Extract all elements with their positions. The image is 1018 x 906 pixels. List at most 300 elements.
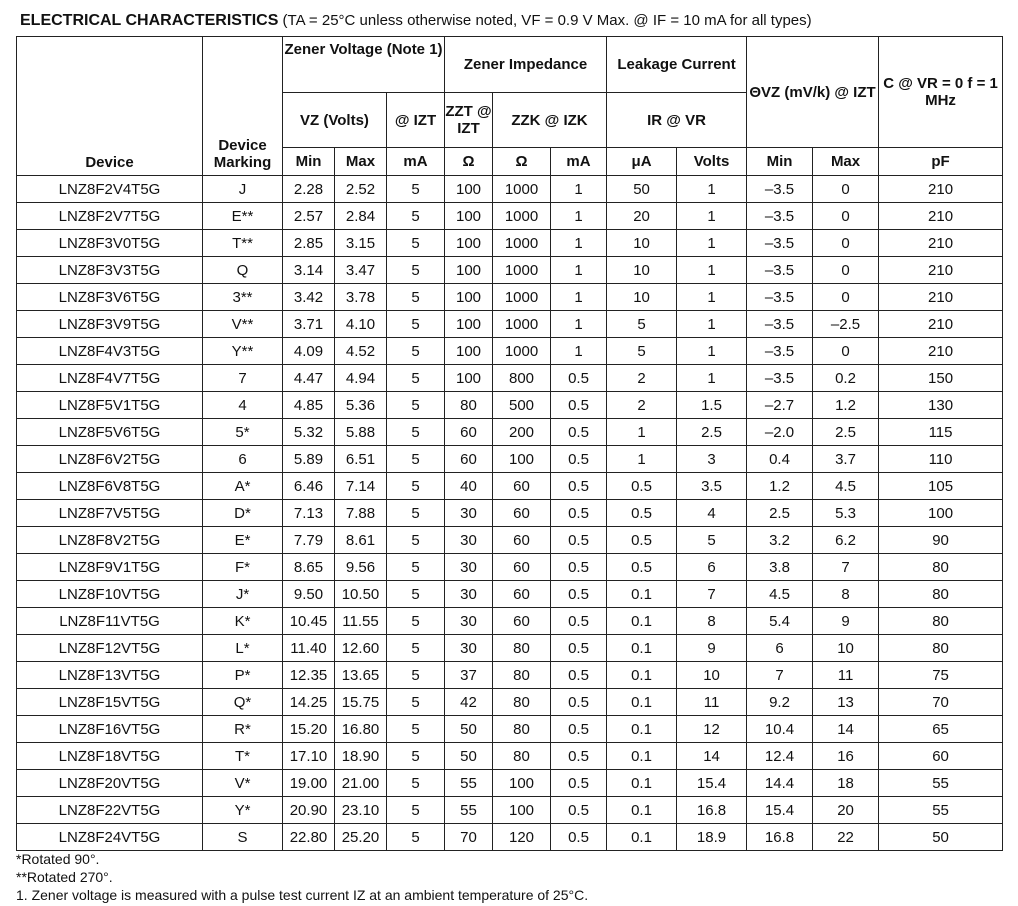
cell-vr: 1: [677, 284, 747, 311]
cell-izt: 5: [387, 824, 445, 851]
table-row: [17, 392, 1003, 419]
cell-marking: J: [203, 176, 283, 203]
cell-vz-min: 6.46: [283, 473, 335, 500]
cell-vz-max: 12.60: [335, 635, 387, 662]
cell-vz-min: 5.89: [283, 446, 335, 473]
table-row: [17, 473, 1003, 500]
cell-zzt: 30: [445, 581, 493, 608]
cell-ir: 0.5: [607, 554, 677, 581]
title-conditions: (TA = 25°C unless otherwise noted, VF = 0.9 V Max. @ IF = 10 mA for all types): [282, 12, 812, 29]
cell-capacitance: 210: [879, 338, 1003, 365]
cell-capacitance: 80: [879, 581, 1003, 608]
cell-marking: S: [203, 824, 283, 851]
cell-vr: 1: [677, 311, 747, 338]
cell-vz-min: 4.09: [283, 338, 335, 365]
cell-izk: 0.5: [551, 446, 607, 473]
cell-capacitance: 80: [879, 554, 1003, 581]
cell-izk: 0.5: [551, 824, 607, 851]
table-row: [17, 527, 1003, 554]
cell-izt: 5: [387, 446, 445, 473]
cell-marking: 4: [203, 392, 283, 419]
cell-capacitance: 110: [879, 446, 1003, 473]
cell-theta-max: 0: [813, 203, 879, 230]
cell-zzk: 80: [493, 743, 551, 770]
cell-device: LNZ8F4V7T5G: [17, 365, 203, 392]
cell-zzk: 1000: [493, 257, 551, 284]
cell-zzk: 120: [493, 824, 551, 851]
cell-izk: 1: [551, 311, 607, 338]
cell-vz-max: 3.47: [335, 257, 387, 284]
cell-vz-min: 19.00: [283, 770, 335, 797]
cell-vr: 7: [677, 581, 747, 608]
cell-vz-max: 3.15: [335, 230, 387, 257]
cell-zzt: 100: [445, 203, 493, 230]
cell-ir: 5: [607, 338, 677, 365]
cell-theta-max: 13: [813, 689, 879, 716]
cell-ir: 0.5: [607, 473, 677, 500]
cell-device: LNZ8F5V1T5G: [17, 392, 203, 419]
cell-marking: 6: [203, 446, 283, 473]
cell-izt: 5: [387, 797, 445, 824]
cell-zzk: 1000: [493, 311, 551, 338]
cell-vr: 16.8: [677, 797, 747, 824]
cell-ir: 10: [607, 284, 677, 311]
cell-zzt: 100: [445, 176, 493, 203]
cell-theta-max: 5.3: [813, 500, 879, 527]
header-vz-volts: VZ (Volts): [283, 93, 387, 148]
cell-zzk: 60: [493, 527, 551, 554]
cell-zzk: 60: [493, 581, 551, 608]
header-leakage-current: Leakage Current: [607, 37, 747, 93]
cell-izk: 0.5: [551, 635, 607, 662]
cell-izk: 0.5: [551, 500, 607, 527]
cell-theta-min: 15.4: [747, 797, 813, 824]
cell-izt: 5: [387, 284, 445, 311]
unit-capacitance-pf: pF: [879, 148, 1003, 176]
cell-ir: 0.1: [607, 581, 677, 608]
cell-theta-min: 16.8: [747, 824, 813, 851]
cell-capacitance: 210: [879, 176, 1003, 203]
cell-device: LNZ8F3V9T5G: [17, 311, 203, 338]
cell-vr: 4: [677, 500, 747, 527]
cell-vr: 15.4: [677, 770, 747, 797]
cell-vr: 3.5: [677, 473, 747, 500]
cell-marking: E**: [203, 203, 283, 230]
table-row: [17, 554, 1003, 581]
cell-marking: R*: [203, 716, 283, 743]
footnotes: [16, 850, 1006, 904]
cell-vz-min: 7.79: [283, 527, 335, 554]
cell-zzt: 30: [445, 500, 493, 527]
header-device: Device: [17, 37, 203, 176]
cell-theta-max: 0: [813, 230, 879, 257]
cell-device: LNZ8F6V8T5G: [17, 473, 203, 500]
cell-vz-min: 20.90: [283, 797, 335, 824]
cell-ir: 1: [607, 446, 677, 473]
cell-marking: A*: [203, 473, 283, 500]
cell-vz-max: 4.10: [335, 311, 387, 338]
cell-izt: 5: [387, 311, 445, 338]
cell-marking: Q*: [203, 689, 283, 716]
table-row: [17, 500, 1003, 527]
cell-theta-max: 4.5: [813, 473, 879, 500]
cell-marking: Y**: [203, 338, 283, 365]
cell-marking: E*: [203, 527, 283, 554]
cell-vz-min: 2.85: [283, 230, 335, 257]
cell-device: LNZ8F6V2T5G: [17, 446, 203, 473]
cell-ir: 0.1: [607, 635, 677, 662]
cell-izk: 1: [551, 176, 607, 203]
cell-zzt: 30: [445, 635, 493, 662]
cell-device: LNZ8F7V5T5G: [17, 500, 203, 527]
cell-zzt: 60: [445, 419, 493, 446]
cell-theta-min: –3.5: [747, 203, 813, 230]
cell-izt: 5: [387, 770, 445, 797]
cell-theta-max: 6.2: [813, 527, 879, 554]
table-row: [17, 365, 1003, 392]
cell-ir: 2: [607, 392, 677, 419]
cell-vz-max: 16.80: [335, 716, 387, 743]
table-row: [17, 689, 1003, 716]
cell-theta-min: –3.5: [747, 365, 813, 392]
cell-zzt: 30: [445, 608, 493, 635]
cell-ir: 0.1: [607, 689, 677, 716]
cell-capacitance: 105: [879, 473, 1003, 500]
header-ir-at-vr: IR @ VR: [607, 93, 747, 148]
cell-vz-max: 4.52: [335, 338, 387, 365]
unit-vr-volts: Volts: [677, 148, 747, 176]
table-row: [17, 311, 1003, 338]
cell-zzt: 100: [445, 257, 493, 284]
cell-izk: 0.5: [551, 527, 607, 554]
cell-ir: 0.1: [607, 743, 677, 770]
cell-zzk: 1000: [493, 176, 551, 203]
cell-device: LNZ8F11VT5G: [17, 608, 203, 635]
cell-izk: 1: [551, 203, 607, 230]
cell-ir: 0.5: [607, 500, 677, 527]
cell-ir: 0.1: [607, 824, 677, 851]
cell-vz-max: 7.14: [335, 473, 387, 500]
cell-zzt: 100: [445, 284, 493, 311]
cell-marking: D*: [203, 500, 283, 527]
cell-izk: 0.5: [551, 365, 607, 392]
cell-vz-min: 3.14: [283, 257, 335, 284]
cell-vr: 18.9: [677, 824, 747, 851]
cell-zzt: 30: [445, 554, 493, 581]
cell-device: LNZ8F2V7T5G: [17, 203, 203, 230]
cell-theta-min: –2.0: [747, 419, 813, 446]
footnote-rotated-90: *Rotated 90°.: [16, 851, 100, 867]
cell-vr: 1: [677, 338, 747, 365]
cell-zzt: 42: [445, 689, 493, 716]
header-device-marking: Device Marking: [203, 37, 283, 176]
cell-ir: 10: [607, 230, 677, 257]
cell-device: LNZ8F22VT5G: [17, 797, 203, 824]
table-row: [17, 230, 1003, 257]
cell-zzk: 100: [493, 770, 551, 797]
cell-device: LNZ8F13VT5G: [17, 662, 203, 689]
cell-theta-min: –3.5: [747, 311, 813, 338]
cell-zzk: 1000: [493, 230, 551, 257]
cell-capacitance: 55: [879, 797, 1003, 824]
cell-zzk: 60: [493, 500, 551, 527]
cell-theta-min: 4.5: [747, 581, 813, 608]
table-row: [17, 824, 1003, 851]
cell-vz-max: 25.20: [335, 824, 387, 851]
cell-theta-max: 10: [813, 635, 879, 662]
cell-theta-max: 7: [813, 554, 879, 581]
cell-izk: 1: [551, 284, 607, 311]
unit-vz-max: Max: [335, 148, 387, 176]
cell-zzt: 100: [445, 230, 493, 257]
cell-izk: 0.5: [551, 716, 607, 743]
cell-ir: 0.1: [607, 608, 677, 635]
cell-device: LNZ8F16VT5G: [17, 716, 203, 743]
cell-izk: 0.5: [551, 689, 607, 716]
cell-izt: 5: [387, 419, 445, 446]
cell-vr: 2.5: [677, 419, 747, 446]
cell-zzt: 55: [445, 770, 493, 797]
cell-device: LNZ8F15VT5G: [17, 689, 203, 716]
cell-vz-min: 3.42: [283, 284, 335, 311]
cell-vr: 1: [677, 230, 747, 257]
cell-marking: Q: [203, 257, 283, 284]
electrical-characteristics-table: [16, 36, 1003, 851]
cell-vz-min: 11.40: [283, 635, 335, 662]
cell-izk: 0.5: [551, 797, 607, 824]
unit-izk-ma: mA: [551, 148, 607, 176]
cell-vr: 12: [677, 716, 747, 743]
cell-izt: 5: [387, 662, 445, 689]
cell-zzk: 80: [493, 716, 551, 743]
cell-zzk: 100: [493, 446, 551, 473]
cell-theta-min: 3.8: [747, 554, 813, 581]
cell-izk: 0.5: [551, 581, 607, 608]
cell-theta-max: 2.5: [813, 419, 879, 446]
cell-izt: 5: [387, 257, 445, 284]
table-row: [17, 176, 1003, 203]
cell-vr: 8: [677, 608, 747, 635]
cell-capacitance: 100: [879, 500, 1003, 527]
cell-vz-max: 5.36: [335, 392, 387, 419]
table-row: [17, 635, 1003, 662]
cell-ir: 1: [607, 419, 677, 446]
cell-device: LNZ8F3V6T5G: [17, 284, 203, 311]
cell-zzk: 100: [493, 797, 551, 824]
cell-vr: 9: [677, 635, 747, 662]
cell-ir: 0.1: [607, 662, 677, 689]
cell-capacitance: 80: [879, 608, 1003, 635]
cell-zzk: 1000: [493, 203, 551, 230]
cell-device: LNZ8F9V1T5G: [17, 554, 203, 581]
cell-capacitance: 60: [879, 743, 1003, 770]
cell-capacitance: 210: [879, 311, 1003, 338]
cell-vr: 1: [677, 365, 747, 392]
cell-izk: 1: [551, 230, 607, 257]
cell-izk: 0.5: [551, 554, 607, 581]
table-row: [17, 203, 1003, 230]
cell-theta-max: 0: [813, 284, 879, 311]
cell-izt: 5: [387, 500, 445, 527]
cell-vz-min: 9.50: [283, 581, 335, 608]
footnote-zener-voltage-test: 1. Zener voltage is measured with a pulse test current IZ at an ambient temperature of 25°C.: [16, 887, 589, 903]
header-zener-voltage: Zener Voltage (Note 1): [283, 37, 445, 93]
cell-vr: 1: [677, 257, 747, 284]
unit-zzk-ohm: Ω: [493, 148, 551, 176]
cell-theta-max: 0.2: [813, 365, 879, 392]
cell-device: LNZ8F3V3T5G: [17, 257, 203, 284]
cell-zzt: 100: [445, 365, 493, 392]
cell-vz-max: 15.75: [335, 689, 387, 716]
cell-ir: 0.5: [607, 527, 677, 554]
cell-izk: 0.5: [551, 770, 607, 797]
cell-capacitance: 115: [879, 419, 1003, 446]
header-theta-vz: ΘVZ (mV/k) @ IZT: [747, 37, 879, 148]
table-row: [17, 662, 1003, 689]
cell-vz-max: 21.00: [335, 770, 387, 797]
cell-capacitance: 210: [879, 203, 1003, 230]
cell-vr: 10: [677, 662, 747, 689]
cell-device: LNZ8F18VT5G: [17, 743, 203, 770]
cell-zzt: 50: [445, 716, 493, 743]
cell-vz-max: 5.88: [335, 419, 387, 446]
cell-vr: 5: [677, 527, 747, 554]
cell-zzt: 40: [445, 473, 493, 500]
cell-capacitance: 210: [879, 257, 1003, 284]
cell-vz-max: 18.90: [335, 743, 387, 770]
unit-theta-max: Max: [813, 148, 879, 176]
cell-theta-min: –2.7: [747, 392, 813, 419]
cell-marking: T**: [203, 230, 283, 257]
cell-izt: 5: [387, 392, 445, 419]
cell-izk: 1: [551, 338, 607, 365]
cell-theta-max: 14: [813, 716, 879, 743]
cell-device: LNZ8F20VT5G: [17, 770, 203, 797]
header-zener-impedance: Zener Impedance: [445, 37, 607, 93]
cell-zzk: 60: [493, 608, 551, 635]
header-at-izt: @ IZT: [387, 93, 445, 148]
cell-vz-min: 15.20: [283, 716, 335, 743]
table-title: [20, 10, 1010, 32]
cell-theta-max: 8: [813, 581, 879, 608]
cell-theta-min: 6: [747, 635, 813, 662]
cell-device: LNZ8F3V0T5G: [17, 230, 203, 257]
header-zzt-at-izt: ZZT @ IZT: [445, 93, 493, 148]
cell-marking: T*: [203, 743, 283, 770]
cell-vz-min: 3.71: [283, 311, 335, 338]
cell-zzk: 1000: [493, 338, 551, 365]
cell-theta-max: 16: [813, 743, 879, 770]
cell-ir: 0.1: [607, 770, 677, 797]
cell-theta-max: 3.7: [813, 446, 879, 473]
cell-marking: V**: [203, 311, 283, 338]
cell-vz-max: 23.10: [335, 797, 387, 824]
cell-capacitance: 65: [879, 716, 1003, 743]
cell-izt: 5: [387, 554, 445, 581]
cell-theta-min: 14.4: [747, 770, 813, 797]
cell-capacitance: 210: [879, 230, 1003, 257]
table-row: [17, 608, 1003, 635]
cell-theta-max: 0: [813, 338, 879, 365]
cell-theta-max: 11: [813, 662, 879, 689]
table-row: [17, 446, 1003, 473]
cell-vz-min: 7.13: [283, 500, 335, 527]
cell-izt: 5: [387, 338, 445, 365]
cell-vr: 3: [677, 446, 747, 473]
cell-device: LNZ8F24VT5G: [17, 824, 203, 851]
cell-vz-min: 12.35: [283, 662, 335, 689]
table-row: [17, 257, 1003, 284]
cell-izt: 5: [387, 689, 445, 716]
cell-vz-max: 3.78: [335, 284, 387, 311]
header-capacitance: C @ VR = 0 f = 1 MHz: [879, 37, 1003, 148]
cell-capacitance: 80: [879, 635, 1003, 662]
cell-ir: 50: [607, 176, 677, 203]
cell-izt: 5: [387, 176, 445, 203]
cell-zzt: 70: [445, 824, 493, 851]
cell-izk: 1: [551, 257, 607, 284]
cell-izt: 5: [387, 716, 445, 743]
cell-theta-min: 1.2: [747, 473, 813, 500]
cell-zzt: 55: [445, 797, 493, 824]
title-main: ELECTRICAL CHARACTERISTICS: [20, 12, 279, 29]
cell-marking: P*: [203, 662, 283, 689]
table-row: [17, 284, 1003, 311]
unit-zzt-ohm: Ω: [445, 148, 493, 176]
cell-ir: 0.1: [607, 716, 677, 743]
cell-marking: 3**: [203, 284, 283, 311]
cell-capacitance: 70: [879, 689, 1003, 716]
cell-vz-min: 17.10: [283, 743, 335, 770]
cell-vz-max: 6.51: [335, 446, 387, 473]
cell-ir: 10: [607, 257, 677, 284]
cell-zzk: 60: [493, 554, 551, 581]
cell-izk: 0.5: [551, 392, 607, 419]
cell-vr: 1.5: [677, 392, 747, 419]
cell-vz-min: 2.28: [283, 176, 335, 203]
cell-vz-max: 7.88: [335, 500, 387, 527]
cell-izt: 5: [387, 608, 445, 635]
cell-zzk: 500: [493, 392, 551, 419]
cell-theta-min: 10.4: [747, 716, 813, 743]
cell-ir: 2: [607, 365, 677, 392]
cell-device: LNZ8F2V4T5G: [17, 176, 203, 203]
cell-theta-min: 0.4: [747, 446, 813, 473]
cell-marking: 5*: [203, 419, 283, 446]
cell-izt: 5: [387, 203, 445, 230]
cell-izt: 5: [387, 473, 445, 500]
cell-theta-max: 1.2: [813, 392, 879, 419]
table-body: [17, 176, 1003, 851]
unit-vz-min: Min: [283, 148, 335, 176]
table-row: [17, 419, 1003, 446]
cell-theta-min: –3.5: [747, 176, 813, 203]
footnote-rotated-270: **Rotated 270°.: [16, 869, 113, 885]
cell-device: LNZ8F5V6T5G: [17, 419, 203, 446]
cell-vr: 1: [677, 176, 747, 203]
cell-vz-min: 10.45: [283, 608, 335, 635]
cell-zzt: 30: [445, 527, 493, 554]
cell-vz-max: 4.94: [335, 365, 387, 392]
cell-marking: 7: [203, 365, 283, 392]
cell-marking: F*: [203, 554, 283, 581]
cell-zzt: 80: [445, 392, 493, 419]
cell-theta-min: 12.4: [747, 743, 813, 770]
cell-vz-min: 4.47: [283, 365, 335, 392]
cell-vr: 14: [677, 743, 747, 770]
cell-vz-min: 5.32: [283, 419, 335, 446]
cell-zzk: 60: [493, 473, 551, 500]
